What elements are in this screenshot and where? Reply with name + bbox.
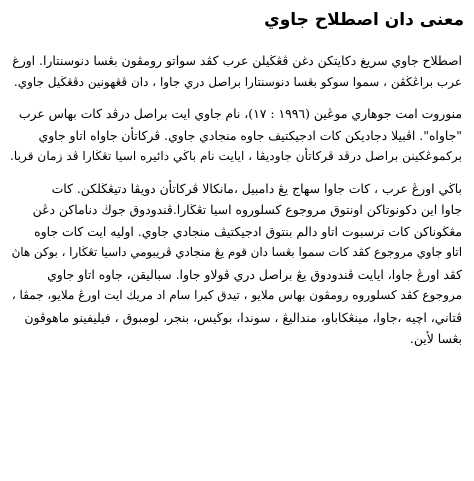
text-line: كڤد اورڠ جاوا، ايايت ڤندودوق يڠ براصل دري ڤولاو جاوا. سباليقن، جاوه اتاو جاوي: [47, 266, 462, 282]
text-line: عرب براڠڬڤن ، سموا سوكو بڠسا دنوسنتارا براصل دري جاوا ، دان ڤڠهونين دڤڠڬيل جاوي.: [13, 74, 462, 89]
text-line: "جاواه". اڤبيلا دجاديكن كات ادجيكتيف جاوه منجادي جاوي. ڤركاتأن جاواه اتاو جاوي: [38, 127, 462, 143]
text-line: مروجوع كڤد كسلوروه رومڤون بهاس ملايو ، تيدق كيرا سام اد مريك ايت اورڠ ملايو، جمڤا ،: [11, 288, 462, 302]
document-body: [10, 50, 462, 477]
text-line: مڠڬوناكن كات ترسبوت اتاو دالم بنتوق ادجيكتيڤ منجادي جاوي. اوليه ايت كات جاوه: [34, 223, 462, 239]
page-title: معنى دان اصطلاح جاوي: [264, 10, 464, 30]
text-line: ڤتاني، اچيه ،جاوا، مينڠكاباو، منداليڠ ، سوندا، بوڬيس، بنجر، لومبوق ، فيليفينو ماهوڤون: [24, 309, 462, 325]
text-line: منوروت امت جوهاري موڠين (١٩٩٦ : ١٧)، نام جاوي ايت براصل درڤد كات بهاس عرب: [18, 106, 462, 121]
text-line: اصطلاح جاوي سريغ دكايتكن دغن ڤڠڬيلن عرب كڤد سواتو رومڤون بڠسا دنوسنتارا. اورغ: [12, 53, 462, 68]
paragraph-3: [10, 178, 462, 350]
paragraph-2: [10, 103, 462, 168]
text-line: باڬي اورڠ عرب ، كات جاوا سهاج يڠ دامبيل ،مانكالا ڤركاتأن دويڤا دتيڠڬلكن. كات: [51, 180, 462, 196]
paragraph-1: [10, 50, 462, 93]
text-line: بڠسا لأين.: [409, 331, 462, 346]
text-line: جاوا اين دكونوتاكن اونتوق مروجوع كسلوروه اسيا تڠڬارا.ڤندودوق جوڬ دناماكن دڠن: [32, 202, 462, 217]
text-line: اتاو جاوي مروجوع كڤد كات سموا بڠسا دان قوم يڠ منجادي ڤريبومي داسيا تڠڬارا ، بوكن هاڽ: [11, 245, 462, 259]
text-line: بركموڠكينن براصل درڤد ڤركاتأن جاوديڤا ، ايايت نام باڬي دائيره اسيا تڠڬارا ڤد زمان قربا.: [10, 149, 462, 163]
